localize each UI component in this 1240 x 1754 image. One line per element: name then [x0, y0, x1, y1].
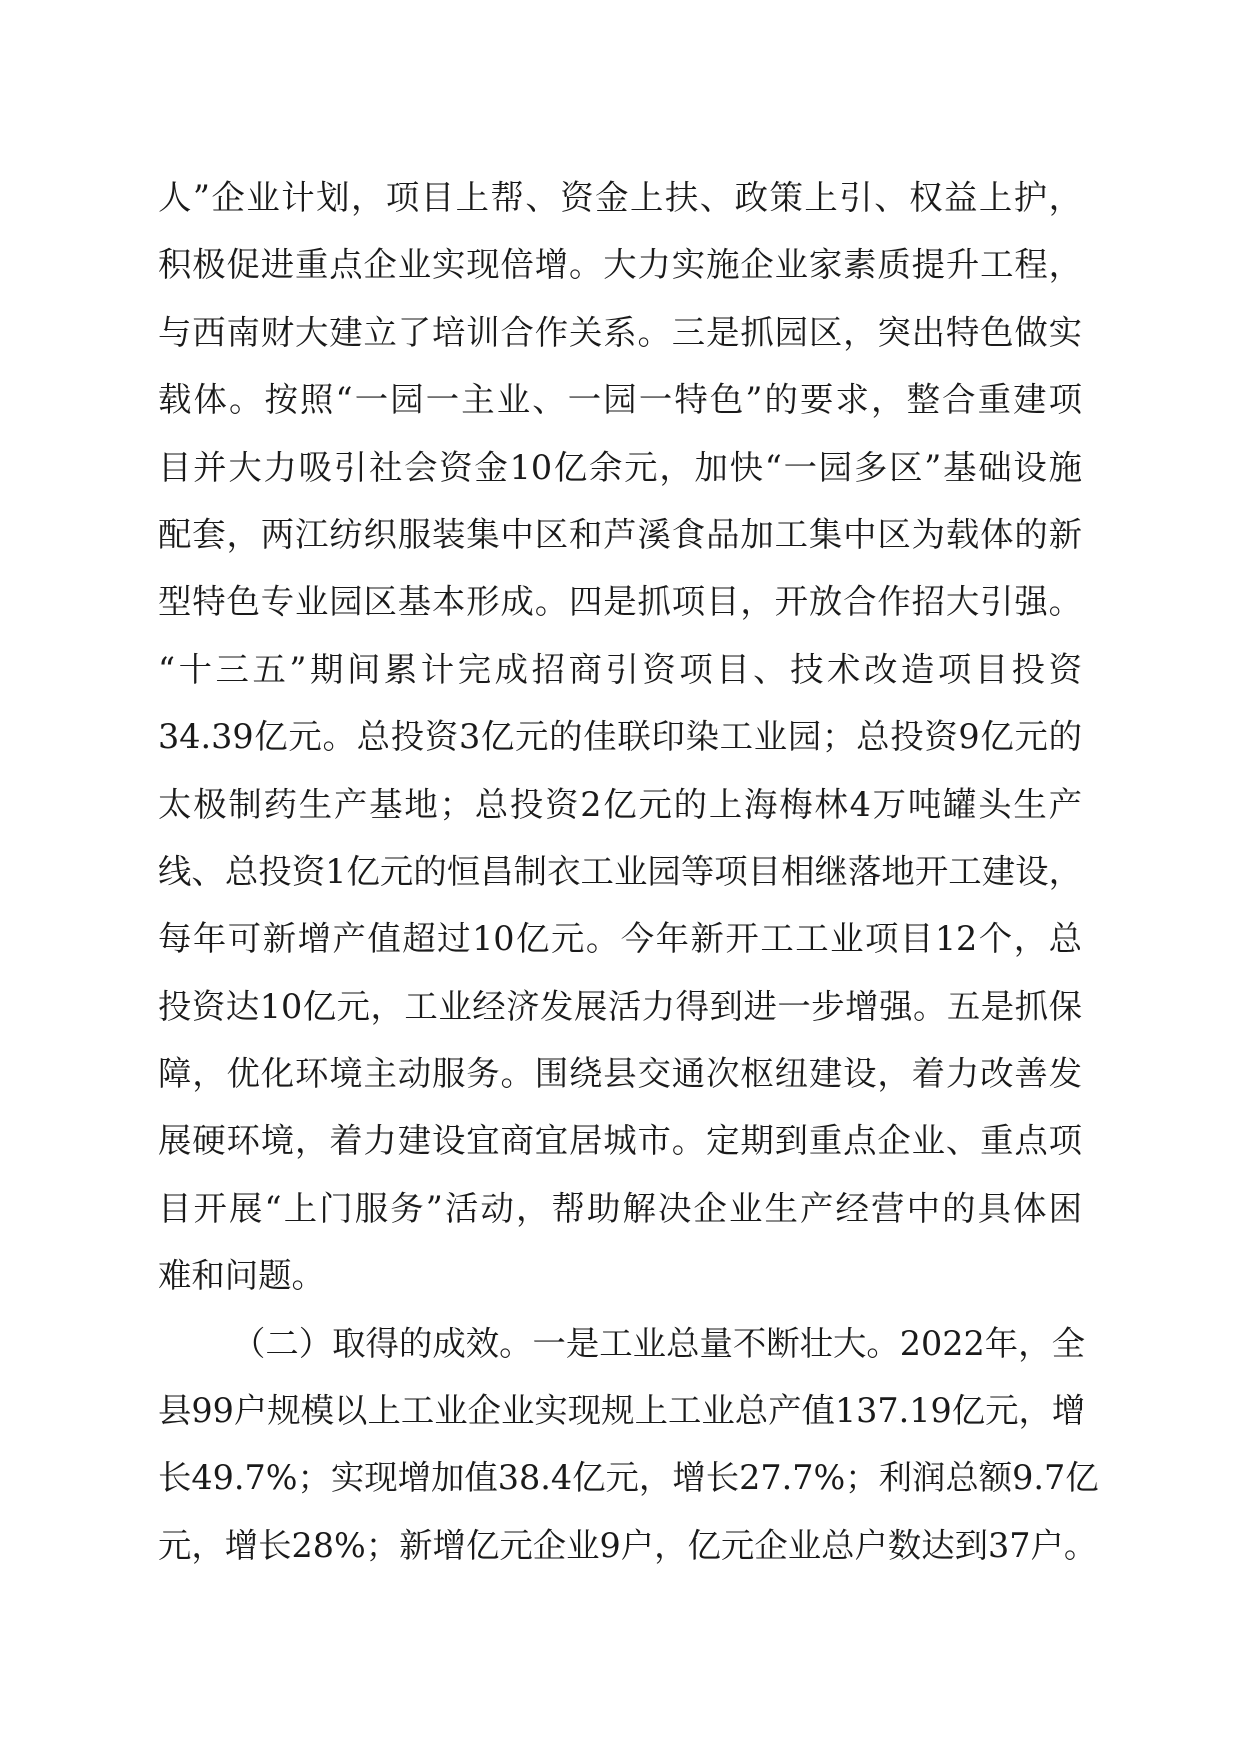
- paragraph-line: 长49.7%；实现增加值38.4亿元，增长27.7%；利润总额9.7亿: [158, 1458, 1099, 1498]
- paragraph-line: 障，优化环境主动服务。围绕县交通次枢纽建设，着力改善发: [158, 1054, 1082, 1094]
- paragraph-line: 人”企业计划，项目上帮、资金上扶、政策上引、权益上护，: [158, 178, 1082, 217]
- paragraph-line: 与西南财大建立了培训合作关系。三是抓园区，突出特色做实: [158, 312, 1082, 352]
- paragraph-line: 展硬环境，着力建设宜商宜居城市。定期到重点企业、重点项: [158, 1121, 1082, 1161]
- paragraph-line: 难和问题。: [158, 1256, 325, 1296]
- paragraph-line: 元，增长28%；新增亿元企业9户，亿元企业总户数达到37户。: [158, 1525, 1098, 1565]
- document-body: [158, 164, 1099, 1579]
- paragraph-line: 目并大力吸引社会资金10亿余元，加快“一园多区”基础设施: [158, 447, 1082, 487]
- paragraph-line: （二）取得的成效。一是工业总量不断壮大。2022年，全: [232, 1323, 1085, 1363]
- paragraph-line: 太极制药生产基地；总投资2亿元的上海梅林4万吨罐头生产: [158, 784, 1082, 824]
- paragraph-line: 投资达10亿元，工业经济发展活力得到进一步增强。五是抓保: [158, 986, 1082, 1026]
- paragraph-line: “十三五”期间累计完成招商引资项目、技术改造项目投资: [158, 649, 1082, 689]
- paragraph-line: 县99户规模以上工业企业实现规上工业总产值137.19亿元，增: [158, 1391, 1086, 1431]
- paragraph-line: 配套，两江纺织服装集中区和芦溪食品加工集中区为载体的新: [158, 514, 1082, 554]
- paragraph-line: 每年可新增产值超过10亿元。今年新开工工业项目12个，总: [158, 919, 1082, 959]
- paragraph-line: 目开展“上门服务”活动，帮助解决企业生产经营中的具体困: [158, 1188, 1082, 1228]
- paragraph-line: 型特色专业园区基本形成。四是抓项目，开放合作招大引强。: [158, 582, 1082, 622]
- paragraph-line: 34.39亿元。总投资3亿元的佳联印染工业园；总投资9亿元的: [158, 717, 1082, 757]
- paragraph-2: [158, 1310, 1099, 1580]
- paragraph-line: 积极促进重点企业实现倍增。大力实施企业家素质提升工程，: [158, 245, 1082, 285]
- paragraph-line: 线、总投资1亿元的恒昌制衣工业园等项目相继落地开工建设，: [158, 851, 1082, 891]
- paragraph-1: [158, 164, 1082, 1310]
- paragraph-line: 载体。按照“一园一主业、一园一特色”的要求，整合重建项: [158, 380, 1082, 420]
